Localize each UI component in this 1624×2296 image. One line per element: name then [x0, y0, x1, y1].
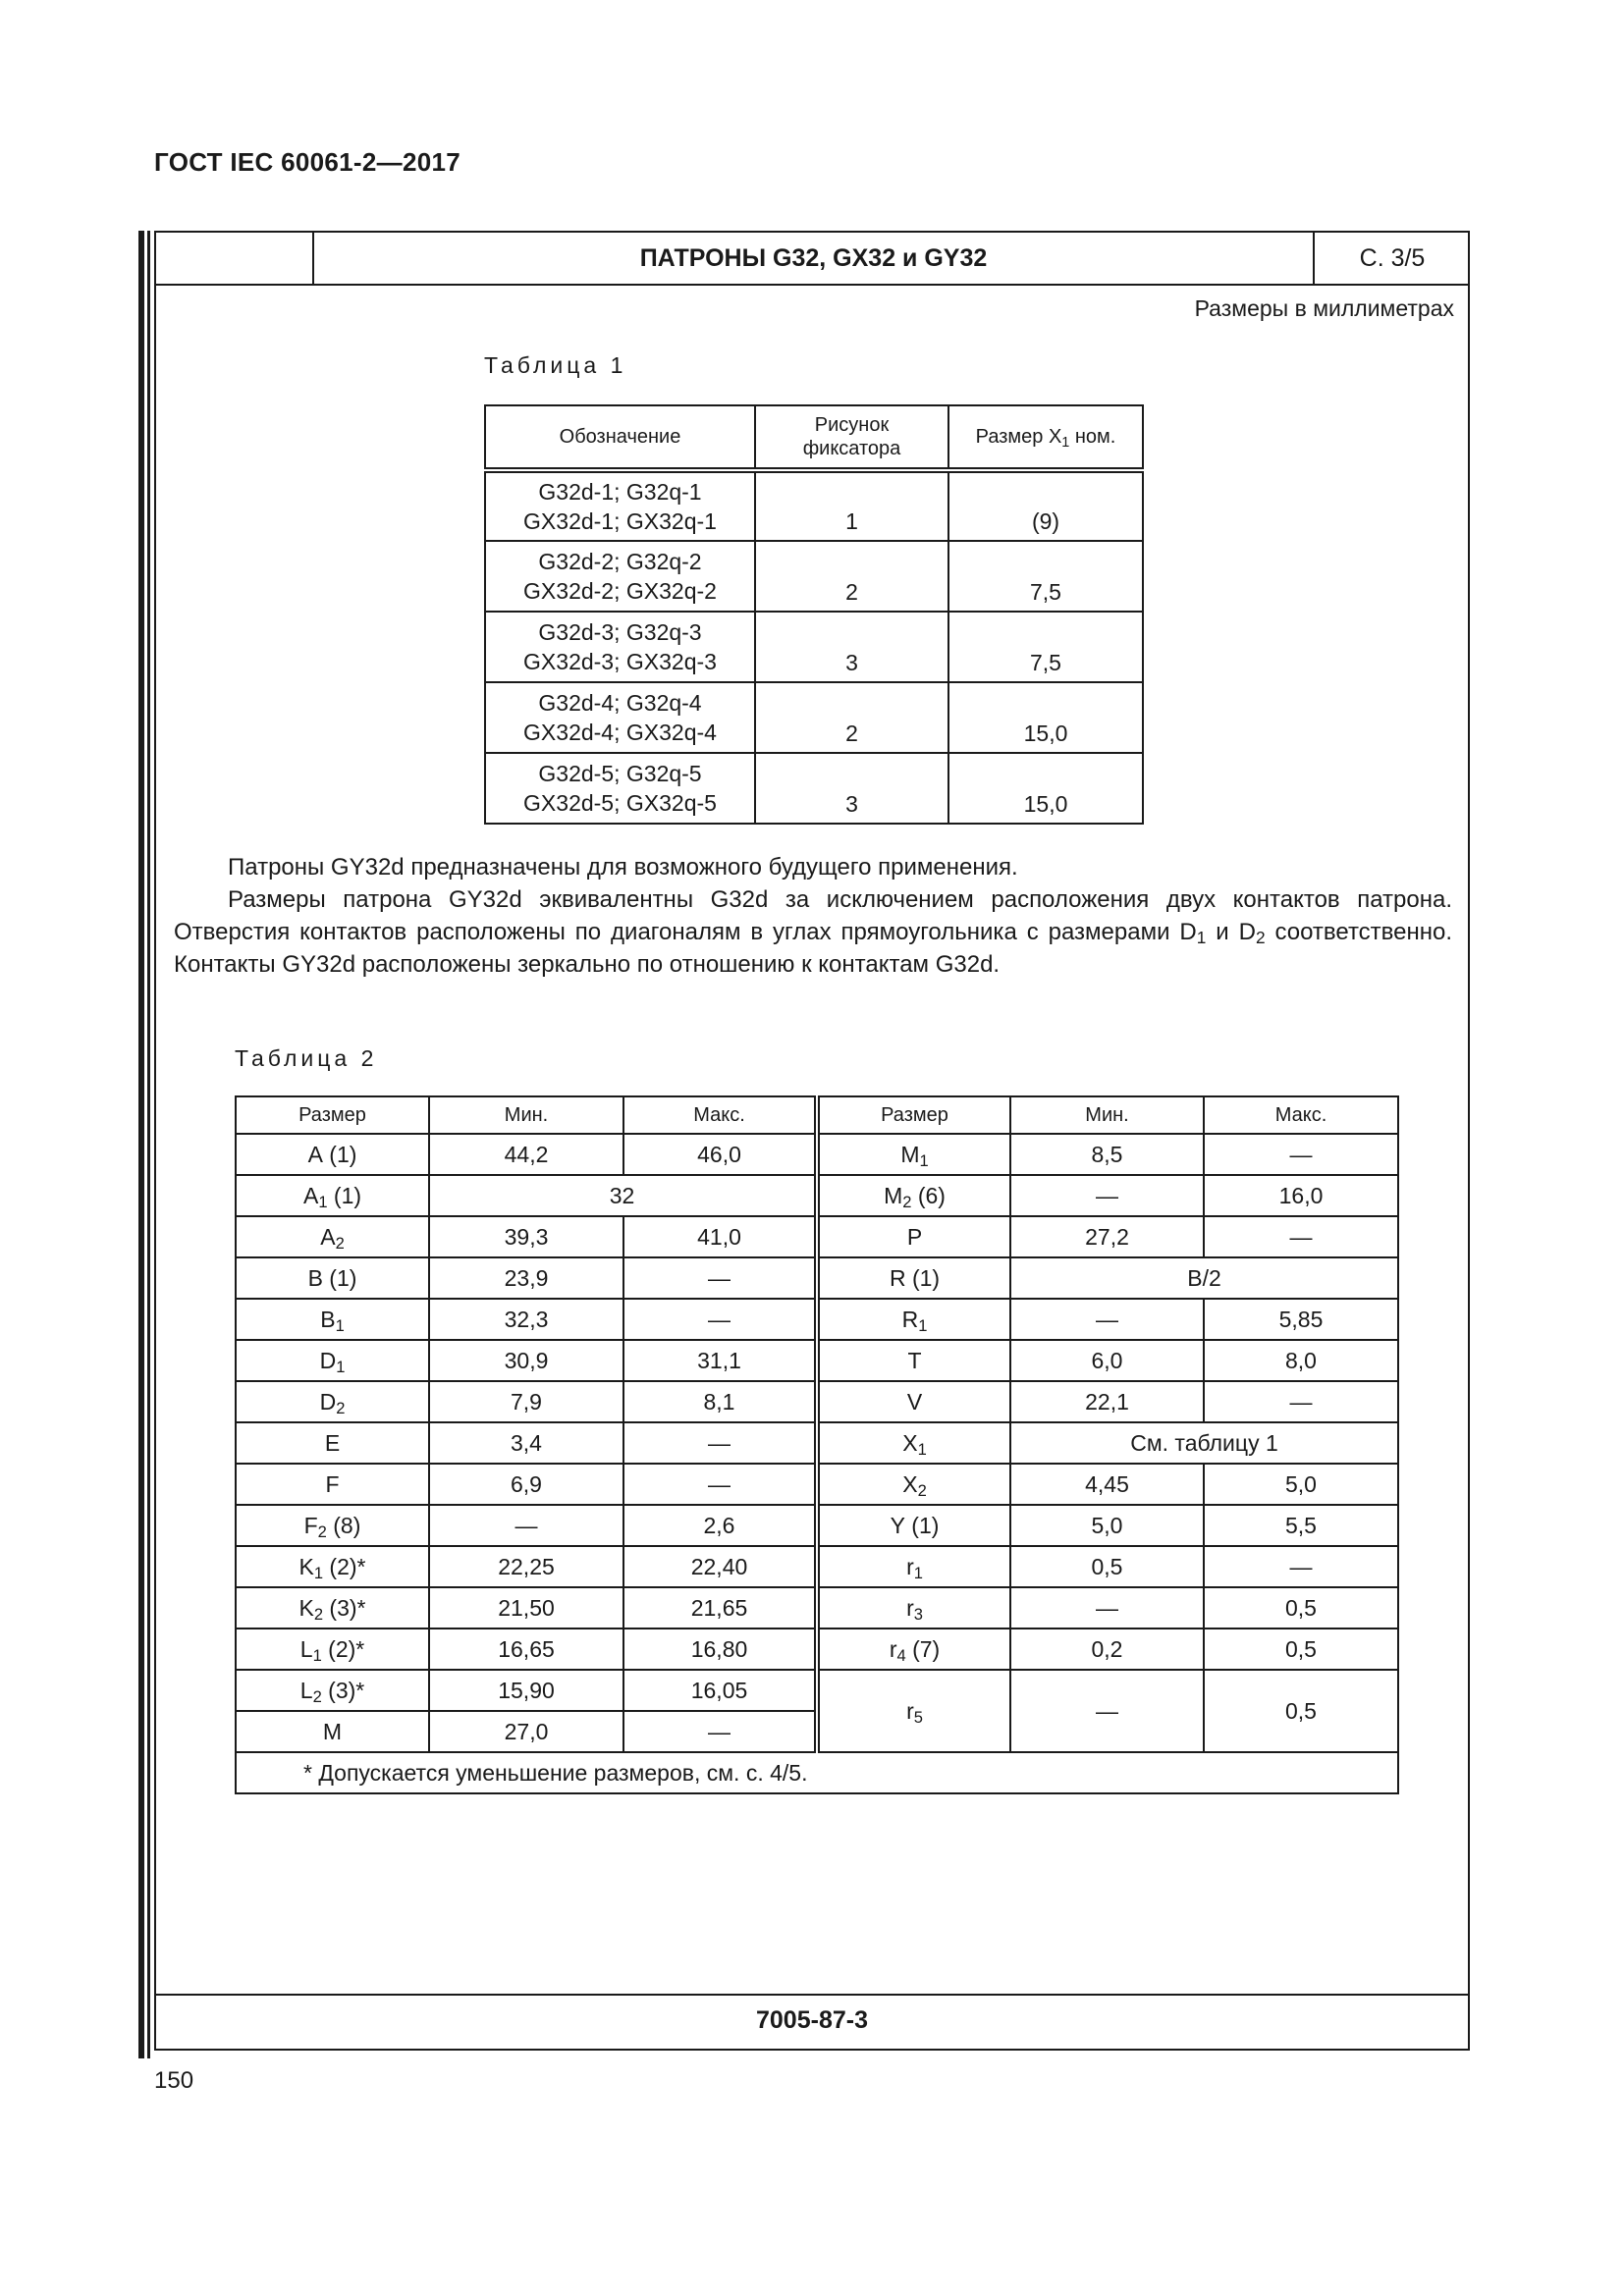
table2-max-cell: 21,65 [623, 1587, 817, 1629]
table2-max-cell: 8,0 [1204, 1340, 1398, 1381]
paragraph-2 [174, 883, 1452, 981]
size-symbol: R [901, 1306, 919, 1332]
size-note: (1) [904, 1512, 940, 1538]
table2-span-cell: См. таблицу 1 [1010, 1422, 1398, 1464]
table2-min-cell: — [429, 1505, 623, 1546]
table2-max-cell: 0,5 [1204, 1670, 1398, 1752]
table2-max-cell: — [623, 1422, 817, 1464]
size-subscript: 1 [313, 1563, 324, 1582]
size-symbol: A [307, 1141, 323, 1167]
table2-size-name-cell [236, 1505, 429, 1546]
table2-row [236, 1299, 1398, 1340]
table2-size-name-cell [236, 1381, 429, 1422]
table1-row [485, 541, 1143, 612]
table2-max-cell: 46,0 [623, 1134, 817, 1175]
table2-size-name-cell [236, 1422, 429, 1464]
size-symbol: V [906, 1388, 923, 1415]
size-symbol: X [902, 1470, 918, 1497]
designation-line: G32d-2; G32q-2 [538, 549, 702, 574]
table2-min-cell: 6,9 [429, 1464, 623, 1505]
size-subscript: 1 [917, 1439, 927, 1459]
table2-size-name-cell [817, 1587, 1010, 1629]
size-note: (3)* [321, 1677, 365, 1703]
sheet-page-label: С. 3/5 [1313, 233, 1470, 284]
table2-min-cell: 4,45 [1010, 1464, 1204, 1505]
table1-size-cell: 15,0 [948, 753, 1143, 824]
table2-size-name-cell [817, 1340, 1010, 1381]
header-pattern-line2: фиксатора [802, 438, 901, 459]
table2-size-name-cell [236, 1216, 429, 1257]
table2-size-name-cell [817, 1381, 1010, 1422]
size-symbol: F [325, 1470, 340, 1497]
size-note: (6) [911, 1182, 946, 1208]
table2-min-cell: 6,0 [1010, 1340, 1204, 1381]
table2-size-name-cell [236, 1464, 429, 1505]
table2-max-cell: 22,40 [623, 1546, 817, 1587]
designation-line: GX32d-5; GX32q-5 [523, 790, 717, 816]
table2-size-name-cell [817, 1134, 1010, 1175]
table1-designation-cell [485, 682, 755, 753]
paragraph-2-sub2: 2 [1255, 928, 1266, 947]
table1-size-cell: 7,5 [948, 612, 1143, 682]
size-symbol: L [299, 1635, 313, 1662]
table2-max-cell: 5,85 [1204, 1299, 1398, 1340]
table2-max-cell: — [1204, 1134, 1398, 1175]
table2-footnote-row [236, 1752, 1398, 1793]
size-symbol: r [906, 1553, 914, 1579]
table2-row [236, 1422, 1398, 1464]
document-header: ГОСТ IEC 60061-2—2017 [154, 147, 460, 177]
table2-size-name-cell [236, 1587, 429, 1629]
table2-header-max: Макс. [1204, 1096, 1398, 1134]
header-pattern-line1: Рисунок [814, 414, 890, 436]
size-symbol: A [320, 1223, 336, 1250]
designation-line: G32d-5; G32q-5 [538, 761, 702, 786]
table2-span-cell: 32 [429, 1175, 817, 1216]
table2-size-name-cell [817, 1670, 1010, 1752]
sheet-title: ПАТРОНЫ G32, GX32 и GY32 [639, 244, 988, 272]
margin-bar [147, 231, 150, 2058]
table2-min-cell: 44,2 [429, 1134, 623, 1175]
size-subscript: 1 [335, 1315, 345, 1335]
sheet-title-row [156, 233, 1468, 286]
size-subscript: 4 [896, 1645, 906, 1665]
table1-header-pattern [755, 405, 948, 470]
size-symbol: Y [890, 1512, 905, 1538]
table2-size-name-cell [236, 1175, 429, 1216]
table1-pattern-cell: 3 [755, 612, 948, 682]
size-symbol: R [889, 1264, 906, 1291]
table2-header-row [236, 1096, 1398, 1134]
paragraph-2-part-a: Размеры патрона GY32d эквивалентны G32d за исключением расположения двух контактов патрона. Отверстия контактов расположены по диагоналям в углах прямоугольника с размерами D [174, 886, 1452, 945]
size-symbol: T [907, 1347, 922, 1373]
size-subscript: 2 [313, 1604, 324, 1624]
table2-max-cell: 0,5 [1204, 1587, 1398, 1629]
table1-size-cell: 7,5 [948, 541, 1143, 612]
table2-max-cell: 0,5 [1204, 1629, 1398, 1670]
size-symbol: A [302, 1182, 319, 1208]
table2-max-cell: — [623, 1299, 817, 1340]
sheet-frame [154, 231, 1470, 2051]
table2-size-name-cell [817, 1175, 1010, 1216]
table2-min-cell: 22,1 [1010, 1381, 1204, 1422]
table2-size-name-cell [817, 1505, 1010, 1546]
table2-min-cell: — [1010, 1670, 1204, 1752]
table2-min-cell: 27,2 [1010, 1216, 1204, 1257]
table1-size-cell: 15,0 [948, 682, 1143, 753]
table2-size-name-cell [236, 1546, 429, 1587]
table1-pattern-cell: 2 [755, 541, 948, 612]
paragraph-2-sub1: 1 [1196, 928, 1207, 947]
table2-min-cell: 15,90 [429, 1670, 623, 1711]
designation-line: GX32d-2; GX32q-2 [523, 578, 717, 604]
size-subscript: 2 [336, 1398, 346, 1417]
table2-min-cell: 27,0 [429, 1711, 623, 1752]
title-blank-cell [156, 233, 314, 284]
size-subscript: 1 [918, 1315, 928, 1335]
designation-line: G32d-3; G32q-3 [538, 619, 702, 645]
table1-row [485, 753, 1143, 824]
size-symbol: r [906, 1594, 914, 1621]
table2-size-name-cell [236, 1134, 429, 1175]
size-note: (2)* [323, 1553, 366, 1579]
units-note: Размеры в миллиметрах [1194, 295, 1454, 321]
table1-pattern-cell: 2 [755, 682, 948, 753]
size-subscript: 2 [902, 1192, 912, 1211]
table2-size-name-cell [817, 1629, 1010, 1670]
table2-row [236, 1629, 1398, 1670]
table2-row [236, 1670, 1398, 1711]
size-symbol: B [320, 1306, 336, 1332]
size-subscript: 2 [917, 1480, 927, 1500]
size-note: (3)* [323, 1594, 366, 1621]
table2-size-name-cell [817, 1422, 1010, 1464]
table1-designation-cell [485, 541, 755, 612]
table2-min-cell: 39,3 [429, 1216, 623, 1257]
table2-min-cell: 0,5 [1010, 1546, 1204, 1587]
designation-line: G32d-1; G32q-1 [538, 479, 702, 505]
designation-line: GX32d-3; GX32q-3 [523, 649, 717, 674]
table2-min-cell: 7,9 [429, 1381, 623, 1422]
table1-designation-cell [485, 470, 755, 541]
size-symbol: X [902, 1429, 918, 1456]
table2-row [236, 1216, 1398, 1257]
table2-size-name-cell [236, 1299, 429, 1340]
table2-span-cell: B/2 [1010, 1257, 1398, 1299]
table2-min-cell: — [1010, 1299, 1204, 1340]
table1-row [485, 682, 1143, 753]
table2-max-cell: — [1204, 1216, 1398, 1257]
table2-max-cell: 16,05 [623, 1670, 817, 1711]
size-symbol: M [322, 1718, 343, 1744]
size-symbol: D [319, 1388, 337, 1415]
table2-max-cell: — [1204, 1546, 1398, 1587]
size-subscript: 2 [312, 1686, 322, 1706]
table2-min-cell: 30,9 [429, 1340, 623, 1381]
table2-size-name-cell [236, 1670, 429, 1711]
table2-max-cell: 5,5 [1204, 1505, 1398, 1546]
table2-min-cell: 32,3 [429, 1299, 623, 1340]
table2-max-cell: 5,0 [1204, 1464, 1398, 1505]
margin-bar [138, 231, 144, 2058]
table1-size-cell: (9) [948, 470, 1143, 541]
table2-min-cell: 16,65 [429, 1629, 623, 1670]
table2-row [236, 1546, 1398, 1587]
size-symbol: D [319, 1347, 337, 1373]
table2-max-cell: 2,6 [623, 1505, 817, 1546]
body-text [174, 851, 1452, 981]
table2-row [236, 1134, 1398, 1175]
table1-pattern-cell: 1 [755, 470, 948, 541]
table2-row [236, 1257, 1398, 1299]
table2-size-name-cell [236, 1257, 429, 1299]
table1-header-designation: Обозначение [485, 405, 755, 470]
table2-size-name-cell [236, 1629, 429, 1670]
size-note: (7) [905, 1635, 941, 1662]
table2-size-name-cell [817, 1257, 1010, 1299]
size-note: (1) [322, 1141, 357, 1167]
table2 [235, 1095, 1399, 1794]
table2-max-cell: 8,1 [623, 1381, 817, 1422]
size-subscript: 2 [317, 1522, 327, 1541]
table2-header-size: Размер [817, 1096, 1010, 1134]
size-note: (1) [327, 1182, 362, 1208]
table2-min-cell: — [1010, 1175, 1204, 1216]
size-note: (1) [322, 1264, 357, 1291]
size-subscript: 1 [919, 1150, 929, 1170]
table2-min-cell: 22,25 [429, 1546, 623, 1587]
table1-header-size [948, 405, 1143, 470]
table2-size-name-cell [817, 1216, 1010, 1257]
size-symbol: K [298, 1553, 314, 1579]
size-symbol: r [889, 1635, 897, 1662]
table2-row [236, 1175, 1398, 1216]
size-subscript: 1 [336, 1357, 346, 1376]
table2-min-cell: 0,2 [1010, 1629, 1204, 1670]
table1-header-row [485, 405, 1143, 470]
size-note: (1) [905, 1264, 941, 1291]
size-note: (8) [326, 1512, 361, 1538]
table2-row [236, 1587, 1398, 1629]
table2-header-max: Макс. [623, 1096, 817, 1134]
table2-row [236, 1464, 1398, 1505]
size-symbol: M [900, 1141, 920, 1167]
size-symbol: L [299, 1677, 313, 1703]
paragraph-2-part-c: соответственно. Контакты GY32d расположены зеркально по отношению к контактам G32d. [174, 919, 1453, 978]
table2-caption: Таблица 2 [235, 1045, 378, 1071]
table2-max-cell: — [1204, 1381, 1398, 1422]
page-number: 150 [154, 2067, 194, 2094]
table2-size-name-cell [236, 1711, 429, 1752]
table2-max-cell: — [623, 1711, 817, 1752]
table1-designation-cell [485, 753, 755, 824]
size-symbol: E [324, 1429, 341, 1456]
size-symbol: M [884, 1182, 903, 1208]
table2-header-size: Размер [236, 1096, 429, 1134]
table2-max-cell: 41,0 [623, 1216, 817, 1257]
table2-size-name-cell [817, 1464, 1010, 1505]
paragraph-2-part-b: и D [1206, 919, 1256, 945]
size-symbol: r [906, 1697, 914, 1724]
table2-max-cell: — [623, 1464, 817, 1505]
designation-line: GX32d-4; GX32q-4 [523, 720, 717, 745]
table1-row [485, 612, 1143, 682]
sheet-code: 7005-87-3 [156, 1994, 1468, 2049]
table2-max-cell: 31,1 [623, 1340, 817, 1381]
table1-pattern-cell: 3 [755, 753, 948, 824]
table2-min-cell: 5,0 [1010, 1505, 1204, 1546]
size-symbol: P [906, 1223, 923, 1250]
table2-footnote: * Допускается уменьшение размеров, см. с. 4/5. [236, 1752, 1398, 1793]
table2-min-cell: 3,4 [429, 1422, 623, 1464]
header-size-prefix: Размер X [975, 426, 1062, 448]
table1-caption: Таблица 1 [484, 352, 627, 378]
table2-max-cell: 16,0 [1204, 1175, 1398, 1216]
size-subscript: 5 [913, 1707, 923, 1727]
paragraph-1: Патроны GY32d предназначены для возможного будущего применения. [228, 854, 1018, 881]
table2-size-name-cell [817, 1299, 1010, 1340]
size-symbol: K [298, 1594, 314, 1621]
size-subscript: 1 [913, 1563, 923, 1582]
table2-size-name-cell [236, 1340, 429, 1381]
header-size-suffix: ном. [1069, 426, 1116, 448]
size-subscript: 2 [335, 1233, 345, 1253]
designation-line: GX32d-1; GX32q-1 [523, 508, 717, 534]
table2-row [236, 1340, 1398, 1381]
table2-header-min: Мин. [429, 1096, 623, 1134]
table2-min-cell: 21,50 [429, 1587, 623, 1629]
size-subscript: 1 [312, 1645, 322, 1665]
table1-row [485, 470, 1143, 541]
designation-line: G32d-4; G32q-4 [538, 690, 702, 716]
table2-max-cell: — [623, 1257, 817, 1299]
table2-header-min: Мин. [1010, 1096, 1204, 1134]
size-note: (2)* [321, 1635, 365, 1662]
table2-row [236, 1381, 1398, 1422]
table2-min-cell: 23,9 [429, 1257, 623, 1299]
table2-size-name-cell [817, 1546, 1010, 1587]
table2-min-cell: — [1010, 1587, 1204, 1629]
size-subscript: 1 [318, 1192, 328, 1211]
table1-designation-cell [485, 612, 755, 682]
header-size-sub: 1 [1061, 435, 1070, 451]
table2-min-cell: 8,5 [1010, 1134, 1204, 1175]
table2-max-cell: 16,80 [623, 1629, 817, 1670]
size-symbol: B [307, 1264, 323, 1291]
table2-row [236, 1505, 1398, 1546]
size-subscript: 3 [913, 1604, 923, 1624]
table1 [484, 404, 1144, 825]
size-symbol: F [303, 1512, 318, 1538]
